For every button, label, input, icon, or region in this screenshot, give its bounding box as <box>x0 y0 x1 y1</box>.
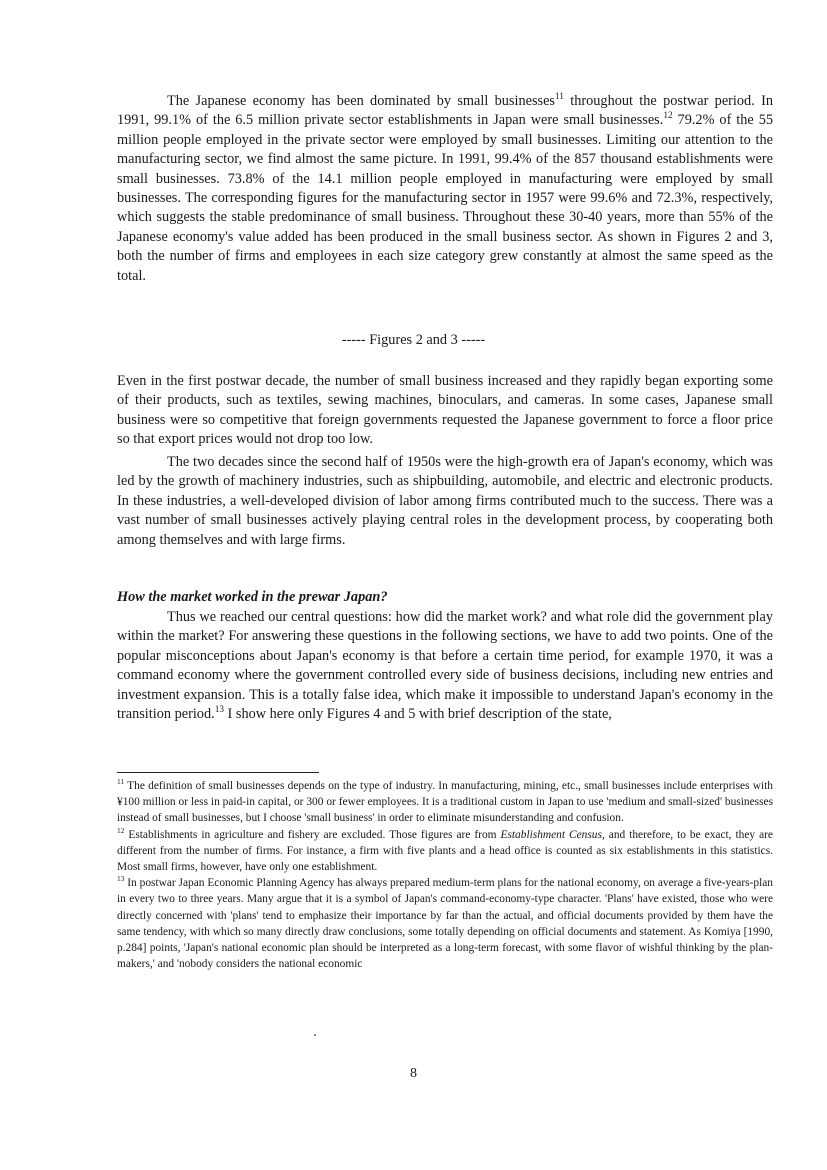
text-run: The Japanese economy has been dominated by small businesses <box>167 93 555 109</box>
footnote-13 <box>117 875 773 972</box>
footnote-12 <box>117 827 773 876</box>
paragraph-high-growth-era: The two decades since the second half of 1950s were the high-growth era of Japan's economy, which was led by the growth of machinery industries, such as shipbuilding, automobile, and electric and electronic products. In these industries, a well-developed division of labor among firms contributed much to the success. There was a vast number of small businesses actively playing central roles in the development process, by cooperating both among themselves and with large firms. <box>117 454 773 548</box>
text-run: throughout the postwar period. In 1991, 99.1% of the 6.5 million private sector establishments in Japan were small businesses. <box>117 93 773 129</box>
text-run: 79.2% of the 55 million people employed in the private sector were employed by small businesses. Limiting our attention to the manufacturing sector, we find almost the same picture. In 1991, 99.4% of the 857 thousand establishments were small businesses. 73.8% of the 14.1 million people employed in manufacturing were employed by small businesses. The corresponding figures for the manufacturing sector in 1957 were 99.6% and 72.3%, respectively, which suggests the stable predominance of small business. Throughout these 30-40 years, more than 55% of the Japanese economy's value added has been produced in the small business sector. As shown in Figures 2 and 3, both the number of firms and employees in each size category grew constantly at almost the same speed as the total. <box>117 112 773 284</box>
footnote-number: 11 <box>117 777 125 787</box>
footnote-text: Establishments in agriculture and fishery are excluded. Those figures are from <box>124 828 501 841</box>
footnote-11 <box>117 778 773 827</box>
text-run: Thus we reached our central questions: how did the market work? and what role did the government play within the market? For answering these questions in the following sections, we have to add two points. One of the popular misconceptions about Japan's economy is that before a certain time period, for example 1970, it was a command economy where the government controlled every side of business decisions, including new entries and investment expansion. This is a totally false idea, which make it impossible to understand Japan's economy in the transition period. <box>117 609 773 723</box>
scan-speck <box>314 1034 316 1036</box>
footnote-text: In postwar Japan Economic Planning Agency has always prepared medium-term plans for the national economy, on average a five-years-plan in every two to three years. Many argue that it is a symbol of Japan's command-economy-type character. 'Plans' have existed, those who were directly concerned with 'plans' tend to emphasize their importance by far than the actual, and official documents provided by them have the same tendency, with which so many directly draw conclusions, some totally depending on official documents and statement. As Komiya [1990, p.284] points, 'Japan's national economic plan should be interpreted as a long-term forecast, with some flavor of wishful thinking by the plan-makers,' and 'nobody considers the national economic <box>117 877 773 971</box>
footnote-ref-13[interactable]: 13 <box>214 705 224 716</box>
footnotes <box>117 778 773 972</box>
footnote-text: The definition of small businesses depends on the type of industry. In manufacturing, mining, etc., small businesses include enterprises with ¥100 million or less in paid-in capital, or 300 or fewer employees. It is a traditional custom in Japan to use 'medium and small-sized' businesses instead of small businesses, but I choose 'small business' in order to eliminate misunderstanding and confusion. <box>117 780 773 825</box>
section-heading: How the market worked in the prewar Japan? <box>117 589 388 605</box>
footnote-ref-11[interactable]: 11 <box>555 92 564 103</box>
footnote-ref-12[interactable]: 12 <box>663 111 673 122</box>
footnote-separator <box>117 772 319 773</box>
paragraph-central-questions <box>117 608 773 724</box>
footnote-text: , and therefore, to be exact, they are different from the number of firms. For instance, a firm with five plants and a head office is counted as six establishments in this statistics. Most small firms, however, have only one establishment. <box>117 828 773 874</box>
text-run: I show here only Figures 4 and 5 with brief description of the state, <box>223 706 612 723</box>
footnote-title-italic: Establishment Census <box>500 828 602 841</box>
page-number: 8 <box>410 1066 417 1081</box>
paragraph-postwar-decade: Even in the first postwar decade, the number of small business increased and they rapidly began exporting some of their products, such as textiles, sewing machines, binoculars, and cameras. In some cases, Japanese small business were so competitive that foreign governments requested the Japanese government to force a floor price so that export prices would not drop too low. <box>117 373 773 448</box>
paragraph-small-business-dominance <box>117 92 773 286</box>
figures-reference: ----- Figures 2 and 3 ----- <box>341 332 486 348</box>
footnote-number: 12 <box>117 825 125 835</box>
footnote-number: 13 <box>117 874 125 884</box>
